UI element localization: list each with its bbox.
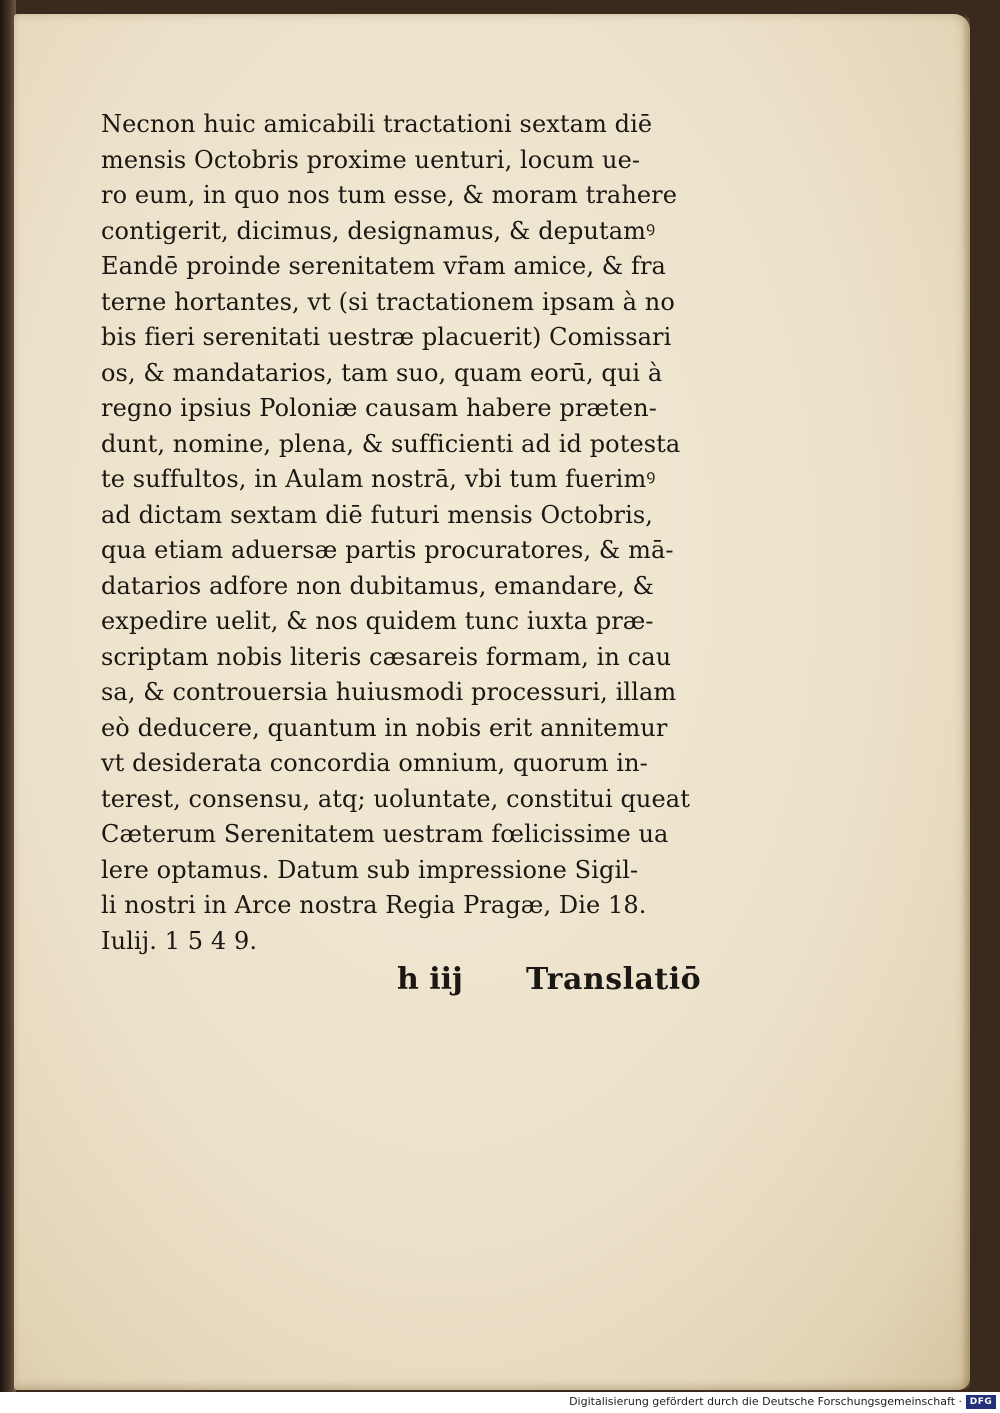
text-line: terne hortantes, vt (si tractationem ipsam à no	[101, 287, 675, 316]
text-line: contigerit, dicimus, designamus, & deputamꝰ	[101, 216, 656, 245]
text-line: qua etiam aduersæ partis procuratores, & mā-	[101, 536, 674, 564]
text-line: regno ipsius Poloniæ causam habere præten-	[101, 394, 657, 422]
text-line: Necnon huic amicabili tractationi sextam diē	[101, 110, 653, 138]
text-line: lere optamus. Datum sub impressione Sigil-	[101, 855, 639, 884]
text-line: eò deducere, quantum in nobis erit annitemur	[101, 713, 668, 742]
text-line: bis fieri serenitati uestræ placuerit) Comissari	[101, 323, 672, 351]
digitization-footer	[0, 1392, 1000, 1413]
text-line: dunt, nomine, plena, & sufficienti ad id potesta	[101, 429, 681, 458]
text-line: vt desiderata concordia omnium, quorum in-	[101, 749, 648, 777]
funding-credit: Digitalisierung gefördert durch die Deutsche Forschungsgemeinschaft ·	[569, 1395, 962, 1408]
book-page	[14, 14, 970, 1390]
text-line: li nostri in Arce nostra Regia Pragæ, Die 18.	[101, 891, 647, 919]
text-line: Iulij. 1 5 4 9.	[101, 926, 258, 955]
text-line: ad dictam sextam diē futuri mensis Octobris,	[101, 500, 654, 529]
text-line: te suffultos, in Aulam nostrā, vbi tum fuerimꝰ	[101, 465, 656, 493]
dfg-logo-icon: DFG	[966, 1395, 996, 1409]
text-line: mensis Octobris proxime uenturi, locum ue-	[101, 145, 641, 174]
text-line: sa, & controuersia huiusmodi processuri, illam	[101, 678, 677, 706]
text-line: terest, consensu, atq; uoluntate, constitui queat	[101, 784, 690, 813]
text-line: scriptam nobis literis cæsareis formam, in cau	[101, 642, 672, 671]
text-line: os, & mandatarios, tam suo, quam eorū, qui à	[101, 358, 663, 387]
body-text	[101, 107, 721, 959]
text-line: ro eum, in quo nos tum esse, & moram trahere	[101, 181, 678, 209]
text-line: expedire uelit, & nos quidem tunc iuxta præ-	[101, 607, 654, 635]
text-line: datarios adfore non dubitamus, emandare, &	[101, 571, 654, 600]
page-foot	[14, 962, 970, 1012]
text-line: Eandē proinde serenitatem vr̄am amice, & fra	[101, 252, 666, 280]
text-line: Cæterum Serenitatem uestram fœlicissime ua	[101, 820, 669, 848]
catchword: Translatiō	[526, 962, 702, 997]
signature-mark: h iij	[397, 962, 463, 997]
